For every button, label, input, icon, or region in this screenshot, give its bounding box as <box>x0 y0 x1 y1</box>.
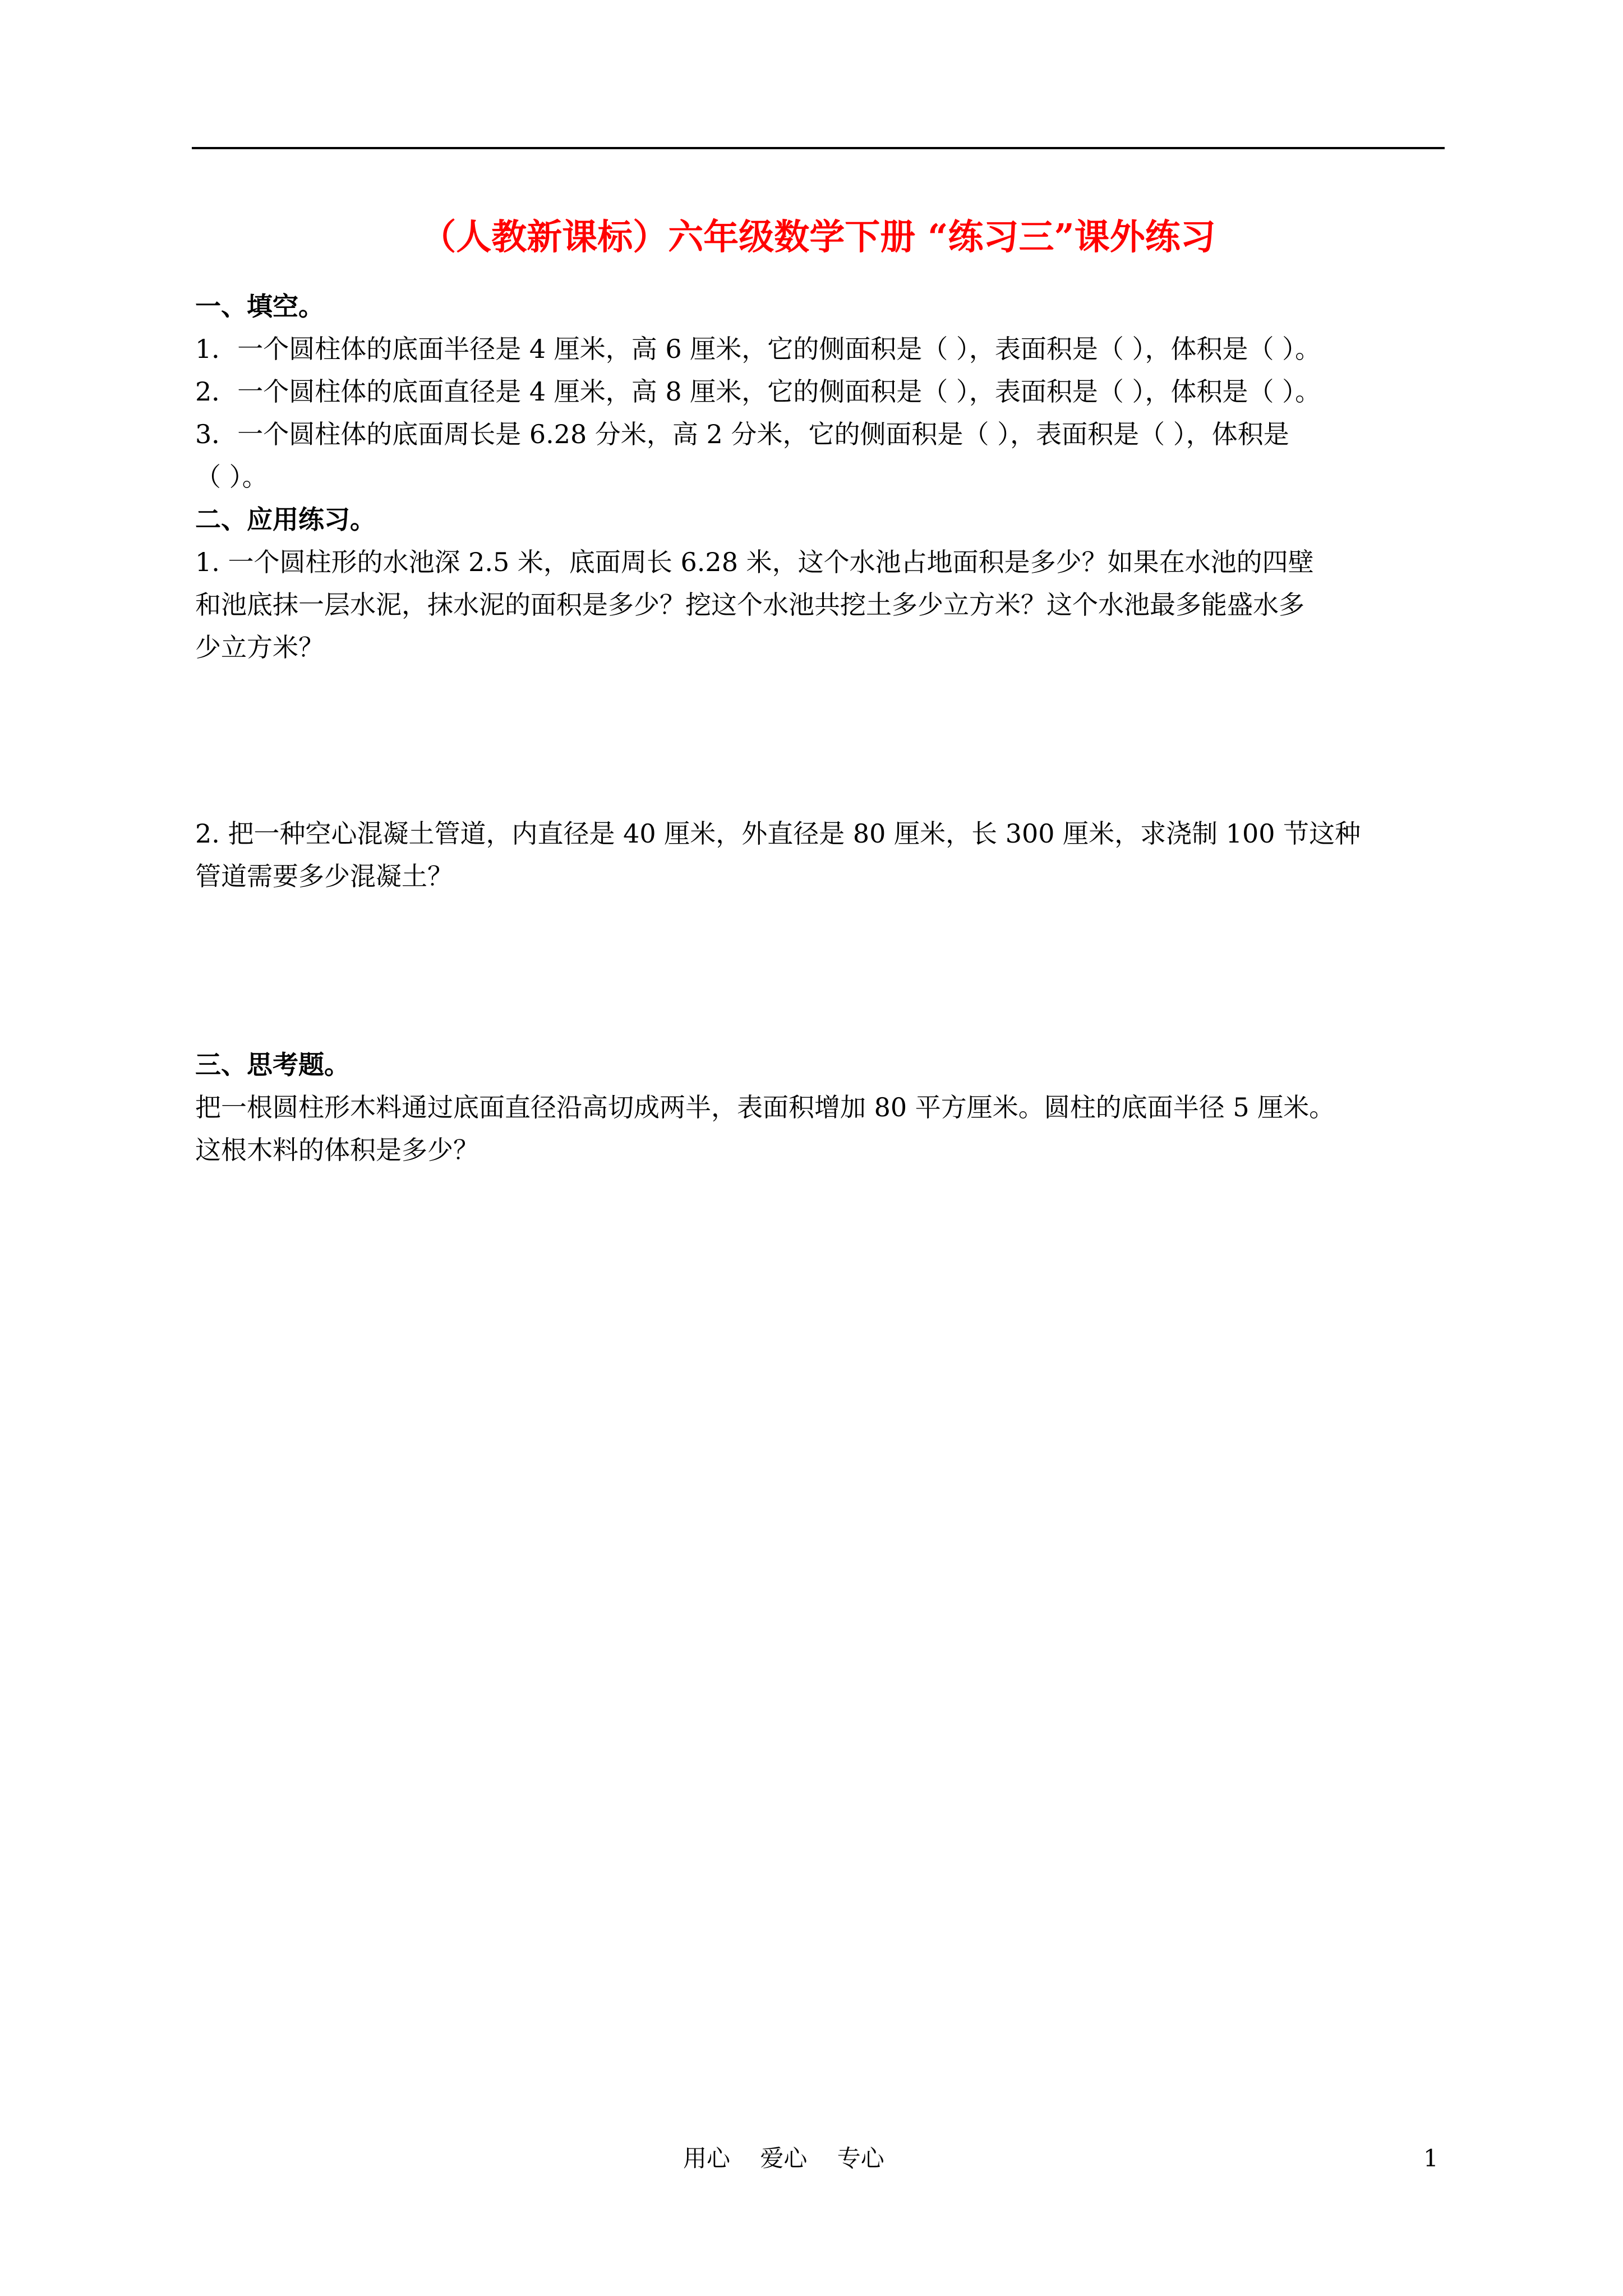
fill-blank-question-3-continued: （ ）。 <box>195 462 268 492</box>
answer-space-question-1 <box>195 669 1446 812</box>
fill-blank-question-1: 1．一个圆柱体的底面半径是 4 厘米，高 6 厘米，它的侧面积是（ ），表面积是（ ），体积是（ ）。 <box>195 334 1321 364</box>
thinking-question-line-1: 把一根圆柱形木料通过底面直径沿高切成两半，表面积增加 80 平方厘米。圆柱的底面半径 5 厘米。 <box>195 1092 1335 1122</box>
section-heading-fill-blank: 一、填空。 <box>195 291 324 321</box>
footer-motto: 用心 爱心 专心 <box>683 2145 884 2172</box>
application-question-1-line-2: 和池底抹一层水泥，抹水泥的面积是多少？挖这个水池共挖土多少立方米？这个水池最多能盛水多 <box>195 590 1304 620</box>
application-question-2-line-1: 2. 把一种空心混凝土管道，内直径是 40 厘米，外直径是 80 厘米，长 300 厘米，求浇制 100 节这种 <box>195 818 1361 849</box>
section-heading-application: 二、应用练习。 <box>195 504 376 535</box>
answer-space-question-2 <box>195 898 1446 1043</box>
fill-blank-question-3: 3．一个圆柱体的底面周长是 6.28 分米，高 2 分米，它的侧面积是（ ），表面积是（ ），体积是 <box>195 419 1289 449</box>
application-question-1-line-1: 1. 一个圆柱形的水池深 2.5 米，底面周长 6.28 米，这个水池占地面积是多少？如果在水池的四壁 <box>195 547 1314 577</box>
section-heading-thinking: 三、思考题。 <box>195 1050 350 1080</box>
header-rule <box>192 147 1445 149</box>
thinking-question-line-2: 这根木料的体积是多少？ <box>195 1135 479 1165</box>
page-number: 1 <box>1423 2145 1438 2172</box>
application-question-1-line-3: 少立方米？ <box>195 632 324 662</box>
document-title: （人教新课标）六年级数学下册 “练习三”课外练习 <box>421 216 1216 257</box>
fill-blank-question-2: 2．一个圆柱体的底面直径是 4 厘米，高 8 厘米，它的侧面积是（ ），表面积是（ ），体积是（ ）。 <box>195 376 1321 407</box>
application-question-2-line-2: 管道需要多少混凝土？ <box>195 861 453 891</box>
document-body <box>195 285 1446 1171</box>
